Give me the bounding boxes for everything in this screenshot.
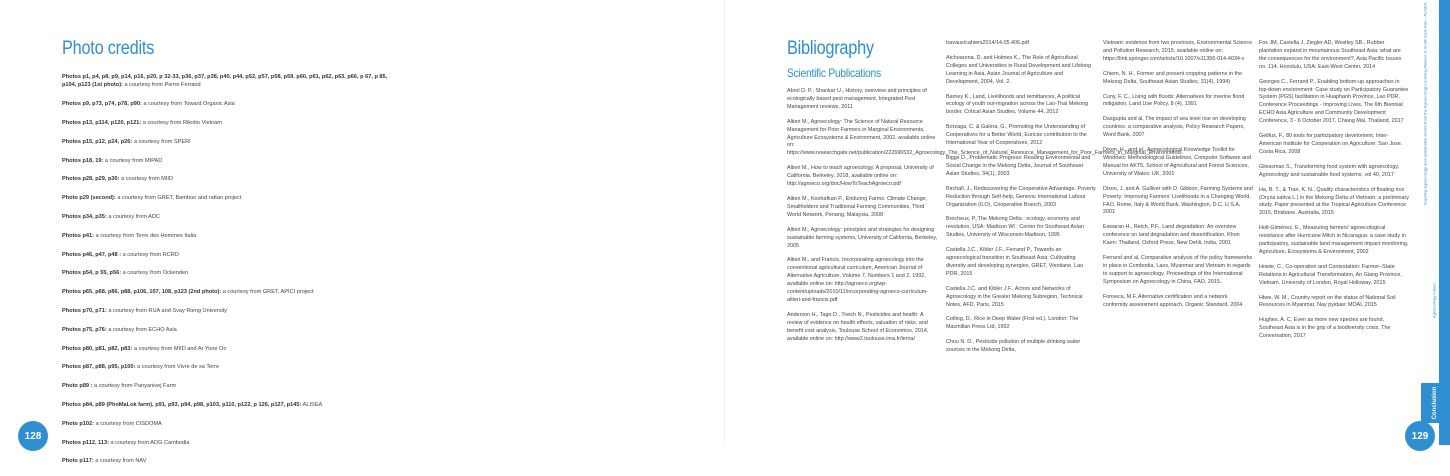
bibliography-column-3 xyxy=(1103,40,1253,316)
bibliography-entry: Borzaga, C. & Galera, G., Promoting the Understanding of Cooperatives for a Better World, Euricse contribution to the International Year of Cooperatives, 2012 xyxy=(946,124,1087,147)
bibliography-entry: Dasgupta and al, The impact of sea level rise on developing countries: a comparative analysis, Policy Research Papers, Word Bank, 2007 xyxy=(1103,116,1246,139)
credit-source: a courtesy from ECHO Asia xyxy=(108,326,177,333)
credit-item xyxy=(62,345,392,353)
credit-item xyxy=(62,194,392,202)
bibliography-entry: Eswaran H., Reich, P.F., Land degradation: An overview conference on land degradation and desertification. Khon Kaen: Thailand, Oxford Press, New Dehli, India, 2001 xyxy=(1103,224,1240,247)
page-number: 129 xyxy=(1405,421,1435,451)
credit-source: a courtesy from Ockenden xyxy=(122,270,189,277)
bibliography-entry: travaux/cahiers2014/14.05.406.pdf xyxy=(946,40,1030,46)
bibliography-entry: Cotling, D., Rice in Deep Water (First ed.). London: The Macmillan Press Ltd, 1992 xyxy=(946,316,1079,331)
side-strip xyxy=(1439,0,1450,445)
bibliography-entry[interactable]: Altieri M., Agroecology: The Science of Natural Resource Management for Poor Farmers in Marginal Environments, Agriculture Ecosystems & Environment, 2002, available online on: https://www.researchgate.net/publication/222696532_Agroecology_The_Science_of_Natural_Resource_Management_for_Poor_Farmers_in_Marginal_Environments xyxy=(787,118,1182,157)
credit-item xyxy=(62,269,392,277)
credit-source: a courtesy from MIID and Ar Yone Oo xyxy=(133,345,227,352)
credit-photos: Photo p29 (second): xyxy=(62,195,116,202)
credit-source: a courtesy from Panyanivej Farm xyxy=(94,383,177,390)
page-number: 128 xyxy=(18,421,48,451)
credit-item xyxy=(62,288,392,296)
bibliography-entry: Georges C., Ferrand P., Enabling bottom-up approaches in top-down environment: Case study on Participatory Guarantee System (PGS) facilitation in Huaphanh Province, Lao PDR, Conference Proceedings - Improving Lives, The 6th Biennial ECHO Asia Agriculture and Community Development Conference, 3 - 6 October 2017, Chiang Mai, Thailand, 2017 xyxy=(1259,78,1409,125)
credit-photos: Photos p9, p73, p74, p78, p90: xyxy=(62,101,142,108)
bibliography-entry: Dixon, H., and al., Agroecological Knowledge Toolkit for Windows: Methodological Guidelines, Computer Software and Manual for AKT5, School of Agricultural and Forest Sciences, University of Wales: UK, 2001 xyxy=(1103,147,1252,177)
credit-photos: Photos p70, p71: xyxy=(62,307,107,314)
credit-photos: Photos p54, p 55, p56: xyxy=(62,270,122,277)
credit-source: a courtesy from SPERI xyxy=(133,138,191,145)
credit-photos: Photo p117: xyxy=(62,458,94,465)
bibliography-entry: Dixon, J. and A. Gulliver with D. Gibbon, Farming Systems and Poverty: Improving Farmers' Livelihoods in a Changing World, FAO, Rome, Italy & World Bank, Washington, D.C. U.S.A, 2001 xyxy=(1103,185,1253,216)
credit-source: ALISEA xyxy=(302,401,323,408)
bibliography-entry: Chiem, N. H., Former and present cropping patterns in the Mekong Delta, Southeast Asian Studies, 31(4), 1994) xyxy=(1103,70,1243,85)
credit-item xyxy=(62,457,392,465)
credit-photos: Photos p13, p114, p120, p121: xyxy=(62,120,142,126)
bibliography-entry: Ha, B. T., & Tran, K. N., Quality characteristics of floating rice (Oryza sativa L.) in the Mekong Delta of Vietnam: a preliminary study. Paper presented at the Tropical Agriculture Conference 2015, Brisbane, Australia, 2015 xyxy=(1259,186,1410,217)
bibliography-entry: Castella J.C., Kibler J.F., Ferrand P., Towards an agroecological transition in Southeast Asia: Cultivating diversity and developing synergies, GRET, Vientiane, Lao PDR, 2015 xyxy=(946,247,1084,277)
credit-item xyxy=(62,157,392,165)
bibliography-column-2 xyxy=(946,40,1096,362)
bibliography-entry[interactable]: Vietnam: evidence from two provinces, Environmental Science and Pollution Research, 2015, available online on: https://link.springer.com/article/10.1007/s11356-014-4034-x xyxy=(1103,40,1253,62)
credit-item xyxy=(62,439,392,447)
bibliography-entry: Cuny, F. C., Living with floods: Alternatives for riverine flood mitigation, Land Use Policy, 8 (4), 1991 xyxy=(1103,93,1245,108)
credits-list xyxy=(62,73,392,476)
credit-photos: Photos p87, p88, p95, p100: xyxy=(62,364,136,371)
bibliography-entry: Altieri M., Agroecology: principles and strategies for designing sustainable farming systems, University of California, Berkeley, 2005 xyxy=(787,226,937,249)
credit-source: a courtesy from Pierre Ferrand xyxy=(124,82,201,89)
credit-photos: Photos p41: xyxy=(62,232,95,239)
bibliography-entry[interactable]: Altieri M., How to teach agroecology. A proposal, University of California, Berkeley, 2018, available online on: http://agroeco.org/doc/HowToTeachAgroeco.pdf xyxy=(787,165,934,188)
credit-photos: Photos p75, p76: xyxy=(62,326,107,333)
credit-item xyxy=(62,100,392,108)
credit-source: a courtesy from Toward Organic Asia xyxy=(143,101,235,108)
left-page xyxy=(0,0,725,465)
bibliography-entry: Brocheux, P.,The Mekong Delta : ecology, economy and revolution, USA: Madison WI : Center for Southeast Asian Studies, University of Wisconsin-Madison, 1995 xyxy=(946,216,1084,239)
bibliography-entry: Biggs D., Problematic Progress: Reading Environmental and Social Change in the Mekong Delta, Journal of Southeast Asian Studies, 34(1), 2003 xyxy=(946,154,1091,177)
credit-source: a courtesy from RCRD xyxy=(122,251,179,258)
credit-photos: Photos p112, 113: xyxy=(62,439,109,446)
bibliography-entry: Fox JM, Castella J, Ziegler AD, Westley SB., Rubber plantation expand in mountainous Southeast Asia: what are the consequences for the environment?, Asia Pacific Issues no. 114. Honolulu, USA: East-West Center, 2014 xyxy=(1259,40,1402,70)
bibliography-entry: Gliessman S., Transforming food system with agroecology, Agroecology and sustainable food systems, vol 40, 2017 xyxy=(1259,163,1400,178)
bibliography-entry: Holt-Giménez, E., Measuring farmers' agroecological resistance after Hurricane Mitch in Nicaragua: a case study in participatory, sustainable land management impact monitoring, Agriculture, Ecosystems & Environment, 2002 xyxy=(1259,225,1409,255)
credit-photos: Photos p1, p4, p8, p9, p14, p16, p20, p 32-33, p36, p37, p38, p40, p44, p52, p57, p58, p59, p60, p61, p62, p63, p66, p 67, p 85, p104, p123 (1st photo): xyxy=(62,74,388,89)
credit-item xyxy=(62,138,392,146)
credit-item xyxy=(62,119,392,127)
credit-source: a courtesy from MIID xyxy=(121,176,173,183)
credit-item xyxy=(62,401,392,409)
bibliography-entry: Howie, C., Co-operation and Contestation: Farmer–State Relations in Agricultural Transformation, An Giang Province, Vietnam. University of London, Royal Holloway, 2015 xyxy=(1259,263,1402,286)
section-title: Bibliography xyxy=(787,38,874,59)
credit-item xyxy=(62,326,392,334)
credit-photos: Photos p34, p35: xyxy=(62,213,107,220)
right-page xyxy=(725,0,1450,445)
credit-source: a courtesy from RUA and Svay Rieng University xyxy=(108,307,228,314)
credit-source: a courtesy from Vivre de sa Terre xyxy=(136,364,220,371)
bibliography-entry: Abrol D. P., Shankar U., History, overview and principles of ecologically based pest management, Integrated Pest Management reviews, 2011 xyxy=(787,88,927,110)
credit-photos: Photo p89 : xyxy=(62,383,93,390)
bibliography-entry: Htwe, W. M., Country report on the status of National Soil Resources in Myanmar, Nay pyidaw: MOAI, 2015 xyxy=(1259,294,1396,309)
section-subtitle: Scientific Publications xyxy=(787,66,881,80)
credit-photos: Photos p65, p68, p86, p88, p106, 107, 108, p123 (2nd photo): xyxy=(62,289,222,296)
bibliography-entry[interactable]: Altieri M., and Francis, Incorporating agroecology into the conventional agricultural curriculum, American Journal of Alternative Agriculture, Volume 7, Numbers 1 and 2, 1992, available online on: http://agroeco.org/wp-content/uploads/2010/11/incorporating-agroeco-curriculum-altieri-and-francis.pdf xyxy=(787,257,929,303)
credit-photos: Photo p102: xyxy=(62,420,95,427)
bibliography-entry: Chou N. D., Pesticide pollution of multiple drinking water sources in the Mekong Delta, xyxy=(946,339,1081,354)
bibliography-entry: Birchall, J., Rediscovering the Cooperative Advantage. Poverty Reduction through Self-help, Geneva: International Labour Organization (ILO), Cooperative Branch, 2003 xyxy=(946,185,1096,208)
credit-item xyxy=(62,420,392,428)
credit-source: a courtesy from Rikolto Vietnam xyxy=(142,120,223,126)
credit-source: a courtesy from GRET, APICI project xyxy=(222,289,314,296)
credit-photos: Photos p18, 19: xyxy=(62,157,104,164)
credit-source: a courtesy from ADG Cambodia xyxy=(110,439,190,446)
credit-photos: Photos p84, p89 (PhoMaLok farm), p91, p93, p94, p98, p103, p110, p122, p 126, p127, p145: xyxy=(62,401,302,408)
bibliography-entry: Altieri M., Koohafkan P., Enduring Farms: Climate Change, Smallholders and Traditional Farming Communities, Third World Network, Penang, Malaysia, 2008 xyxy=(787,195,928,218)
credit-item xyxy=(62,73,392,90)
credit-item xyxy=(62,213,392,221)
bibliography-entry: Castella J.C. and Kibler J.F., Actors and Networks of Agroecology in the Greater Mekong Subregion, Technical Notes, AFD, Paris, 2015 xyxy=(946,285,1083,308)
bibliography-entry: Atchoarena, D. and Holmes K., The Role of Agricultural Colleges and Universities in Rural Development and Lifelong Learning in Asia, Asian Journal of Agriculture and Development, 2004, Vol. 2. xyxy=(946,54,1092,85)
credit-photos: Photos p28, p29, p30: xyxy=(62,176,120,183)
side-label-long: Inspiring agroecology and sustainable stories from the Agroecology Learning Alliance in South East Asia – ALISEA xyxy=(1422,2,1428,205)
bibliography-entry: Barney K., Land, Livelihoods and remittances, A political ecology of youth out-migration across the Lao-Thai Mekong border, Critical Asian Studies, Volume 44, 2012 xyxy=(946,93,1089,116)
section-tab-label: Conclusion xyxy=(1432,386,1438,420)
credit-photos: Photos p80, p81, p82, p83: xyxy=(62,345,133,352)
credit-source: a courtesy from Terre des Hommes Italia xyxy=(95,232,197,239)
credit-item xyxy=(62,382,392,390)
credit-source: a courtesy from NAV xyxy=(95,458,147,465)
side-label-small: Agroecology Future: xyxy=(1431,281,1437,319)
bibliography-entry: Gelifus, F., 80 tools for participatory develoment, Inter-American Institute for Cooperation on Agriculture: San Jose. Costa Rica, 2008 xyxy=(1259,133,1403,155)
page-title: Photo credits xyxy=(62,38,155,59)
bibliography-entry: Fonseca, M.F, Alternative certification and a network conformity assessment approach, Organic Standard, 2004 xyxy=(1103,293,1243,308)
credit-source: a courtesy from ADC xyxy=(108,213,160,220)
credit-item xyxy=(62,363,392,371)
credit-source: a courtesy from MIPAD xyxy=(104,157,163,164)
credit-source: a courtesy from GRET, Bamboo and rattan project xyxy=(117,195,242,202)
credit-item xyxy=(62,175,392,183)
bibliography-column-4 xyxy=(1259,40,1409,348)
bibliography-entry: Ferrand and al, Comparative analysis of the policy frameworks in place in Combodia, Laos, Myanmar and Vietnam in regards to support to agroecology, Proceedings of the International Symposium on Agroecology in China, FAO, 2015. xyxy=(1103,255,1253,285)
credit-source: a courtesy from CISDOMA xyxy=(95,420,162,427)
credit-photos: Photos p15, p12, p24, p26: xyxy=(62,138,133,145)
bibliography-entry: Hughes, A. C, Even as more new species are found, Southeast Asia is in the grip of a biodiversity crisis, The Conversation, 2017 xyxy=(1259,317,1391,340)
credit-item xyxy=(62,232,392,240)
credit-item xyxy=(62,251,392,259)
side-tab xyxy=(1439,0,1450,445)
credit-photos: Photos p46, p47, p48 : xyxy=(62,251,122,258)
bibliography-entry[interactable]: Anderson H., Tago D., Treich N., Pesticides and health: A review of evidence on health effects, valuation of risks, and benefit cost analysis, Toulouse School of Economics, 2014, available online on: http://www2.toulouse.inra.fr/lerna/ xyxy=(787,311,929,342)
credit-item xyxy=(62,307,392,315)
section-tab[interactable] xyxy=(1421,383,1449,423)
